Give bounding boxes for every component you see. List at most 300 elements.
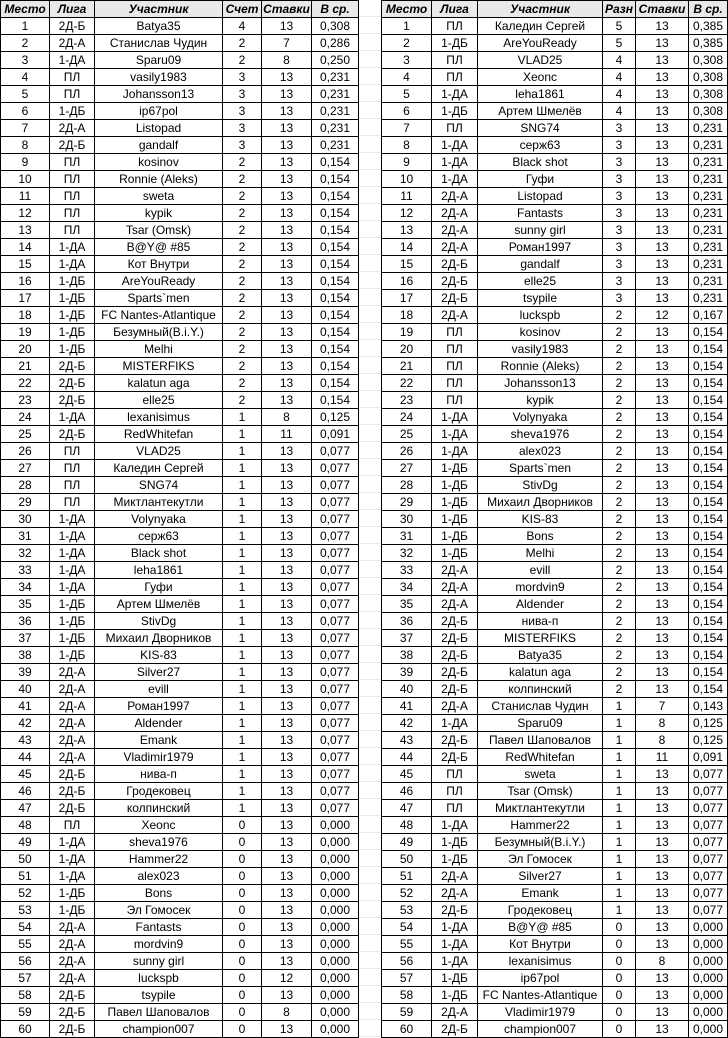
cell-place: 27 xyxy=(1,460,50,477)
cell-participant: lexanisimus xyxy=(478,953,603,970)
cell-average: 0,077 xyxy=(312,443,359,460)
table-row xyxy=(382,443,728,460)
cell-participant: Melhi xyxy=(95,341,223,358)
table-row xyxy=(382,205,728,222)
cell-place: 11 xyxy=(1,188,50,205)
cell-place: 25 xyxy=(382,426,432,443)
cell-bets: 13 xyxy=(262,341,312,358)
cell-participant: Xeonc xyxy=(478,69,603,86)
cell-participant: elle25 xyxy=(95,392,223,409)
column-header-score: Счет xyxy=(223,1,262,18)
cell-place: 19 xyxy=(1,324,50,341)
cell-score: 1 xyxy=(603,800,636,817)
table-row xyxy=(382,188,728,205)
cell-score: 2 xyxy=(223,290,262,307)
cell-average: 0,000 xyxy=(689,970,728,987)
cell-score: 0 xyxy=(603,936,636,953)
cell-league: ПЛ xyxy=(50,817,95,834)
cell-average: 0,077 xyxy=(312,749,359,766)
cell-league: 1-ДА xyxy=(50,511,95,528)
cell-participant: нива-п xyxy=(478,613,603,630)
cell-average: 0,000 xyxy=(312,953,359,970)
cell-bets: 13 xyxy=(262,596,312,613)
cell-average: 0,154 xyxy=(689,375,728,392)
cell-score: 5 xyxy=(603,35,636,52)
table-row xyxy=(382,545,728,562)
cell-league: 1-ДБ xyxy=(432,460,478,477)
cell-participant: RedWhitefan xyxy=(95,426,223,443)
table-row xyxy=(1,851,359,868)
cell-league: ПЛ xyxy=(432,766,478,783)
cell-place: 26 xyxy=(382,443,432,460)
cell-league: 1-ДБ xyxy=(432,494,478,511)
cell-bets: 13 xyxy=(636,460,689,477)
cell-league: 1-ДА xyxy=(432,936,478,953)
cell-average: 0,154 xyxy=(689,409,728,426)
cell-place: 25 xyxy=(1,426,50,443)
cell-bets: 13 xyxy=(262,460,312,477)
cell-place: 18 xyxy=(1,307,50,324)
cell-average: 0,000 xyxy=(312,1004,359,1021)
cell-average: 0,231 xyxy=(312,137,359,154)
cell-league: 1-ДБ xyxy=(432,477,478,494)
table-row xyxy=(1,477,359,494)
cell-average: 0,000 xyxy=(689,1021,728,1038)
cell-score: 1 xyxy=(603,868,636,885)
cell-place: 32 xyxy=(1,545,50,562)
cell-participant: KIS-83 xyxy=(95,647,223,664)
cell-score: 3 xyxy=(603,273,636,290)
table-row xyxy=(1,596,359,613)
cell-average: 0,154 xyxy=(312,205,359,222)
cell-league: 1-ДБ xyxy=(432,528,478,545)
cell-bets: 13 xyxy=(262,222,312,239)
cell-average: 0,154 xyxy=(312,239,359,256)
cell-score: 2 xyxy=(603,341,636,358)
table-row xyxy=(1,715,359,732)
cell-bets: 13 xyxy=(262,953,312,970)
table-row xyxy=(382,137,728,154)
cell-bets: 13 xyxy=(262,443,312,460)
cell-bets: 13 xyxy=(636,579,689,596)
table-row xyxy=(1,460,359,477)
cell-score: 1 xyxy=(603,817,636,834)
cell-average: 0,154 xyxy=(689,596,728,613)
cell-score: 1 xyxy=(223,562,262,579)
cell-bets: 13 xyxy=(636,851,689,868)
cell-participant: kalatun aga xyxy=(478,664,603,681)
cell-average: 0,231 xyxy=(689,239,728,256)
cell-participant: Bons xyxy=(478,528,603,545)
column-header-participant: Участник xyxy=(95,1,223,18)
cell-place: 17 xyxy=(382,290,432,307)
cell-average: 0,077 xyxy=(312,766,359,783)
column-header-average: В ср. xyxy=(689,1,728,18)
table-row xyxy=(1,290,359,307)
cell-league: 1-ДБ xyxy=(50,647,95,664)
cell-league: 1-ДБ xyxy=(50,307,95,324)
cell-participant: Артем Шмелёв xyxy=(478,103,603,120)
cell-average: 0,000 xyxy=(312,885,359,902)
cell-participant: sweta xyxy=(478,766,603,783)
cell-score: 0 xyxy=(223,885,262,902)
cell-average: 0,077 xyxy=(689,766,728,783)
cell-league: 1-ДА xyxy=(432,154,478,171)
cell-score: 0 xyxy=(223,919,262,936)
cell-league: 2Д-А xyxy=(50,715,95,732)
cell-participant: Vladimir1979 xyxy=(95,749,223,766)
cell-bets: 7 xyxy=(262,35,312,52)
cell-average: 0,231 xyxy=(689,205,728,222)
cell-bets: 13 xyxy=(262,664,312,681)
cell-score: 2 xyxy=(603,596,636,613)
cell-league: 2Д-А xyxy=(50,120,95,137)
cell-league: 2Д-А xyxy=(432,596,478,613)
cell-participant: Павел Шаповалов xyxy=(95,1004,223,1021)
cell-place: 14 xyxy=(1,239,50,256)
cell-place: 35 xyxy=(382,596,432,613)
column-header-average: В ср. xyxy=(312,1,359,18)
cell-bets: 13 xyxy=(636,35,689,52)
cell-average: 0,231 xyxy=(312,69,359,86)
cell-place: 41 xyxy=(382,698,432,715)
cell-participant: Fantasts xyxy=(478,205,603,222)
cell-average: 0,154 xyxy=(312,171,359,188)
cell-score: 2 xyxy=(603,613,636,630)
cell-participant: Михаил Дворников xyxy=(478,494,603,511)
cell-league: 1-ДБ xyxy=(432,511,478,528)
cell-average: 0,154 xyxy=(312,273,359,290)
cell-average: 0,077 xyxy=(312,664,359,681)
cell-participant: mordvin9 xyxy=(478,579,603,596)
column-header-participant: Участник xyxy=(478,1,603,18)
cell-place: 9 xyxy=(382,154,432,171)
cell-league: 1-ДА xyxy=(432,817,478,834)
cell-score: 1 xyxy=(223,545,262,562)
cell-place: 23 xyxy=(1,392,50,409)
cell-league: 1-ДА xyxy=(50,528,95,545)
cell-average: 0,077 xyxy=(312,579,359,596)
table-row xyxy=(1,800,359,817)
table-row xyxy=(1,902,359,919)
cell-place: 17 xyxy=(1,290,50,307)
cell-league: 2Д-Б xyxy=(432,902,478,919)
cell-average: 0,154 xyxy=(689,324,728,341)
cell-league: 2Д-А xyxy=(432,222,478,239)
cell-league: 1-ДА xyxy=(50,868,95,885)
table-row xyxy=(382,664,728,681)
cell-place: 13 xyxy=(1,222,50,239)
cell-bets: 11 xyxy=(262,426,312,443)
cell-participant: MISTERFIKS xyxy=(478,630,603,647)
table-row xyxy=(1,664,359,681)
cell-average: 0,077 xyxy=(312,494,359,511)
cell-bets: 13 xyxy=(636,375,689,392)
cell-average: 0,154 xyxy=(689,681,728,698)
cell-place: 50 xyxy=(382,851,432,868)
table-row xyxy=(382,868,728,885)
table-header-row xyxy=(1,1,359,18)
cell-participant: sheva1976 xyxy=(478,426,603,443)
cell-participant: Павел Шаповалов xyxy=(478,732,603,749)
cell-league: ПЛ xyxy=(50,205,95,222)
cell-score: 2 xyxy=(603,324,636,341)
cell-place: 12 xyxy=(1,205,50,222)
table-row xyxy=(1,987,359,1004)
cell-place: 55 xyxy=(1,936,50,953)
cell-bets: 13 xyxy=(636,103,689,120)
cell-score: 1 xyxy=(603,732,636,749)
cell-score: 1 xyxy=(223,596,262,613)
cell-average: 0,077 xyxy=(312,681,359,698)
cell-place: 24 xyxy=(1,409,50,426)
table-row xyxy=(382,681,728,698)
cell-bets: 13 xyxy=(262,579,312,596)
cell-bets: 13 xyxy=(636,358,689,375)
cell-participant: tsypile xyxy=(478,290,603,307)
cell-league: 1-ДБ xyxy=(432,851,478,868)
cell-bets: 13 xyxy=(636,426,689,443)
cell-score: 3 xyxy=(223,137,262,154)
table-row xyxy=(1,222,359,239)
cell-average: 0,077 xyxy=(312,732,359,749)
cell-score: 2 xyxy=(603,443,636,460)
cell-score: 1 xyxy=(223,664,262,681)
cell-participant: leha1861 xyxy=(478,86,603,103)
cell-participant: серж63 xyxy=(478,137,603,154)
cell-average: 0,000 xyxy=(312,817,359,834)
cell-score: 0 xyxy=(223,834,262,851)
cell-participant: VLAD25 xyxy=(95,443,223,460)
cell-place: 48 xyxy=(382,817,432,834)
cell-league: 1-ДБ xyxy=(50,290,95,307)
cell-place: 48 xyxy=(1,817,50,834)
cell-place: 1 xyxy=(1,18,50,35)
cell-bets: 13 xyxy=(262,630,312,647)
cell-score: 1 xyxy=(603,885,636,902)
cell-league: ПЛ xyxy=(50,477,95,494)
cell-participant: Tsar (Omsk) xyxy=(95,222,223,239)
cell-bets: 12 xyxy=(636,307,689,324)
cell-participant: sunny girl xyxy=(478,222,603,239)
cell-average: 0,125 xyxy=(689,715,728,732)
table-row xyxy=(1,494,359,511)
cell-participant: Каледин Сергей xyxy=(478,18,603,35)
cell-bets: 13 xyxy=(262,783,312,800)
cell-place: 20 xyxy=(382,341,432,358)
cell-league: ПЛ xyxy=(50,69,95,86)
cell-average: 0,077 xyxy=(312,800,359,817)
cell-bets: 13 xyxy=(636,630,689,647)
table-row xyxy=(1,732,359,749)
cell-bets: 13 xyxy=(262,681,312,698)
cell-league: 1-ДА xyxy=(432,137,478,154)
cell-average: 0,000 xyxy=(312,919,359,936)
cell-average: 0,154 xyxy=(689,392,728,409)
cell-bets: 8 xyxy=(262,1004,312,1021)
cell-participant: Гуфи xyxy=(478,171,603,188)
cell-average: 0,231 xyxy=(689,256,728,273)
cell-league: 1-ДБ xyxy=(50,885,95,902)
cell-league: 1-ДБ xyxy=(50,596,95,613)
cell-average: 0,385 xyxy=(689,35,728,52)
table-row xyxy=(1,69,359,86)
cell-score: 4 xyxy=(223,18,262,35)
cell-league: 2Д-А xyxy=(50,970,95,987)
table-row xyxy=(1,885,359,902)
cell-score: 2 xyxy=(223,154,262,171)
cell-average: 0,000 xyxy=(689,919,728,936)
table-row xyxy=(382,35,728,52)
cell-score: 2 xyxy=(603,630,636,647)
cell-league: 2Д-Б xyxy=(432,749,478,766)
cell-participant: Миктлантекутли xyxy=(478,800,603,817)
cell-place: 36 xyxy=(1,613,50,630)
cell-average: 0,167 xyxy=(689,307,728,324)
cell-average: 0,231 xyxy=(689,120,728,137)
difference-standings-table xyxy=(381,0,728,1038)
cell-bets: 13 xyxy=(262,69,312,86)
cell-bets: 13 xyxy=(262,477,312,494)
cell-bets: 13 xyxy=(636,1004,689,1021)
cell-league: 2Д-А xyxy=(50,732,95,749)
cell-bets: 13 xyxy=(636,562,689,579)
cell-bets: 13 xyxy=(262,715,312,732)
cell-bets: 12 xyxy=(262,970,312,987)
cell-place: 38 xyxy=(382,647,432,664)
cell-participant: ip67pol xyxy=(95,103,223,120)
cell-league: 2Д-А xyxy=(50,698,95,715)
cell-place: 53 xyxy=(1,902,50,919)
cell-score: 2 xyxy=(603,307,636,324)
cell-score: 0 xyxy=(603,1021,636,1038)
cell-bets: 13 xyxy=(636,834,689,851)
cell-league: 2Д-А xyxy=(50,35,95,52)
cell-score: 1 xyxy=(223,494,262,511)
cell-league: 2Д-Б xyxy=(50,766,95,783)
table-row xyxy=(1,630,359,647)
cell-average: 0,077 xyxy=(689,885,728,902)
cell-place: 15 xyxy=(382,256,432,273)
cell-place: 8 xyxy=(382,137,432,154)
cell-league: ПЛ xyxy=(432,341,478,358)
cell-participant: Станислав Чудин xyxy=(95,35,223,52)
cell-league: 1-ДБ xyxy=(432,987,478,1004)
cell-participant: luckspb xyxy=(478,307,603,324)
cell-league: 1-ДА xyxy=(50,579,95,596)
cell-place: 56 xyxy=(1,953,50,970)
cell-place: 14 xyxy=(382,239,432,256)
cell-bets: 13 xyxy=(636,239,689,256)
cell-score: 2 xyxy=(603,681,636,698)
cell-average: 0,077 xyxy=(689,851,728,868)
cell-bets: 13 xyxy=(262,902,312,919)
cell-participant: KIS-83 xyxy=(478,511,603,528)
cell-place: 40 xyxy=(382,681,432,698)
cell-score: 4 xyxy=(603,52,636,69)
table-row xyxy=(382,18,728,35)
cell-bets: 13 xyxy=(262,562,312,579)
cell-league: 1-ДА xyxy=(432,443,478,460)
cell-average: 0,077 xyxy=(312,477,359,494)
cell-place: 3 xyxy=(1,52,50,69)
table-row xyxy=(382,239,728,256)
cell-bets: 13 xyxy=(262,188,312,205)
table-row xyxy=(1,375,359,392)
cell-average: 0,077 xyxy=(312,783,359,800)
cell-score: 0 xyxy=(603,987,636,1004)
cell-participant: Fantasts xyxy=(95,919,223,936)
table-row xyxy=(382,579,728,596)
cell-participant: Johansson13 xyxy=(478,375,603,392)
cell-place: 52 xyxy=(1,885,50,902)
table-row xyxy=(1,647,359,664)
table-row xyxy=(382,307,728,324)
cell-bets: 7 xyxy=(636,698,689,715)
cell-bets: 8 xyxy=(636,732,689,749)
cell-score: 1 xyxy=(603,851,636,868)
cell-bets: 13 xyxy=(262,103,312,120)
cell-league: ПЛ xyxy=(432,18,478,35)
cell-average: 0,077 xyxy=(689,800,728,817)
cell-average: 0,154 xyxy=(689,460,728,477)
cell-bets: 13 xyxy=(636,154,689,171)
cell-league: 2Д-А xyxy=(432,239,478,256)
cell-participant: Гродековец xyxy=(95,783,223,800)
cell-place: 47 xyxy=(1,800,50,817)
cell-participant: Кот Внутри xyxy=(478,936,603,953)
cell-score: 2 xyxy=(223,52,262,69)
cell-score: 1 xyxy=(223,511,262,528)
cell-bets: 13 xyxy=(636,783,689,800)
cell-place: 23 xyxy=(382,392,432,409)
column-header-place: Место xyxy=(1,1,50,18)
cell-place: 2 xyxy=(382,35,432,52)
table-row xyxy=(382,953,728,970)
cell-score: 0 xyxy=(223,970,262,987)
cell-bets: 13 xyxy=(636,766,689,783)
cell-participant: Tsar (Omsk) xyxy=(478,783,603,800)
cell-league: ПЛ xyxy=(432,324,478,341)
cell-bets: 13 xyxy=(636,613,689,630)
cell-average: 0,154 xyxy=(689,630,728,647)
table-row xyxy=(1,103,359,120)
cell-place: 31 xyxy=(1,528,50,545)
cell-bets: 13 xyxy=(636,171,689,188)
table-row xyxy=(1,171,359,188)
cell-league: 2Д-А xyxy=(50,919,95,936)
cell-score: 0 xyxy=(223,987,262,1004)
cell-league: 1-ДБ xyxy=(50,613,95,630)
cell-league: ПЛ xyxy=(432,800,478,817)
cell-league: 2Д-Б xyxy=(50,375,95,392)
cell-average: 0,000 xyxy=(312,868,359,885)
cell-league: 2Д-Б xyxy=(432,290,478,307)
cell-participant: Артем Шмелёв xyxy=(95,596,223,613)
cell-place: 58 xyxy=(1,987,50,1004)
cell-bets: 13 xyxy=(636,205,689,222)
cell-league: 2Д-А xyxy=(432,579,478,596)
cell-bets: 13 xyxy=(636,647,689,664)
cell-place: 24 xyxy=(382,409,432,426)
cell-bets: 13 xyxy=(262,18,312,35)
cell-average: 0,077 xyxy=(689,834,728,851)
cell-place: 4 xyxy=(1,69,50,86)
table-row xyxy=(1,239,359,256)
table-row xyxy=(382,154,728,171)
table-row xyxy=(1,783,359,800)
cell-place: 6 xyxy=(1,103,50,120)
